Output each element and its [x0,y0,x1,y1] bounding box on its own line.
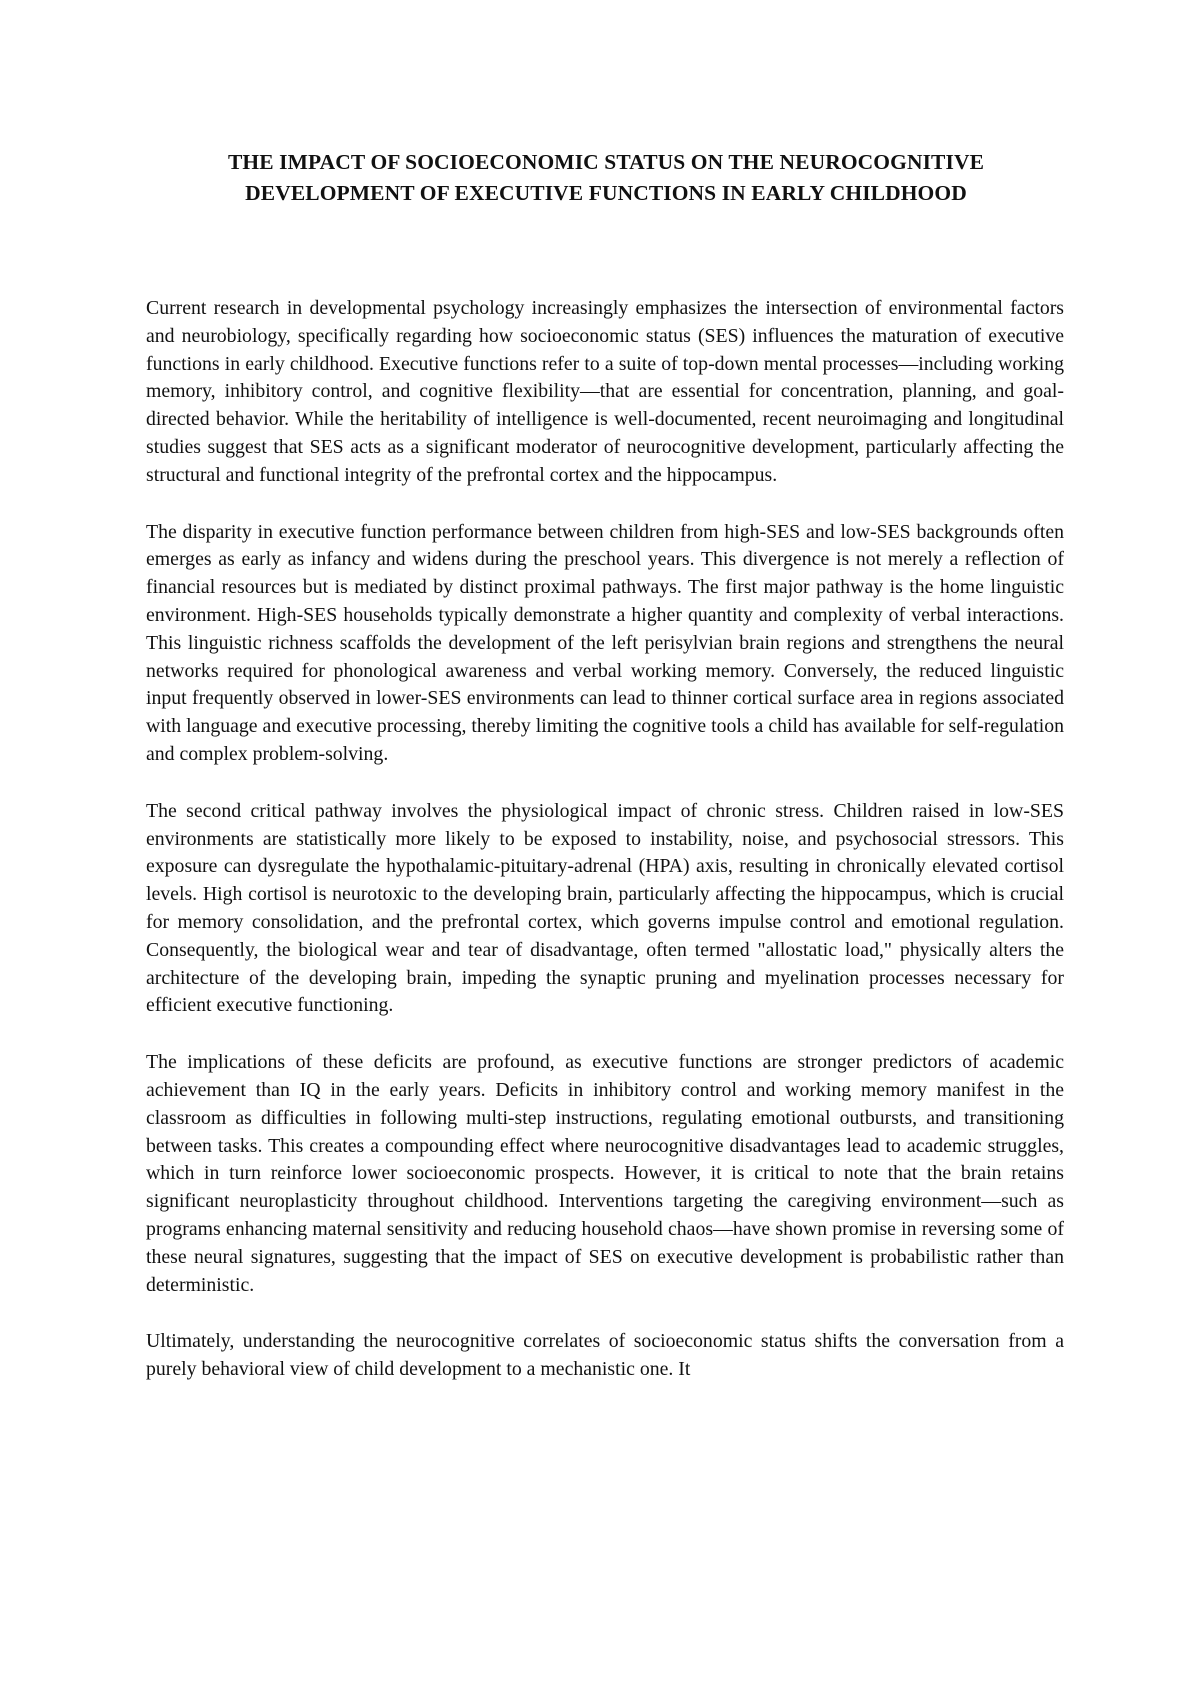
paragraph-2: The disparity in executive function performance between children from high-SES and low-SES backgrounds often emerges as early as infancy and widens during the preschool years. This divergence is not merely a reflection of financial resources but is mediated by distinct proximal pathways. The first major pathway is the home linguistic environment. High-SES households typically demonstrate a higher quantity and complexity of verbal interactions. This linguistic richness scaffolds the development of the left perisylvian brain regions and strengthens the neural networks required for phonological awareness and verbal working memory. Conversely, the reduced linguistic input frequently observed in lower-SES environments can lead to thinner cortical surface area in regions associated with language and executive processing, thereby limiting the cognitive tools a child has available for self-regulation and complex problem-solving. [146,520,1064,765]
paragraph-1: Current research in developmental psychology increasingly emphasizes the intersection of environmental factors and neurobiology, specifically regarding how socioeconomic status (SES) influences the maturation of executive functions in early childhood. Executive functions refer to a suite of top-down mental processes—including working memory, inhibitory control, and cognitive flexibility—that are essential for concentration, planning, and goal-directed behavior. While the heritability of intelligence is well-documented, recent neuroimaging and longitudinal studies suggest that SES acts as a significant moderator of neurocognitive development, particularly affecting the structural and functional integrity of the prefrontal cortex and the hippocampus. [146,297,1064,486]
document-body [146,295,1064,1413]
paragraph-3: The second critical pathway involves the physiological impact of chronic stress. Children raised in low-SES environments are statistically more likely to be exposed to instability, noise, and psychosocial stressors. This exposure can dysregulate the hypothalamic-pituitary-adrenal (HPA) axis, resulting in chronically elevated cortisol levels. High cortisol is neurotoxic to the developing brain, particularly affecting the hippocampus, which is crucial for memory consolidation, and the prefrontal cortex, which governs impulse control and emotional regulation. Consequently, the biological wear and tear of disadvantage, often termed "allostatic load," physically alters the architecture of the developing brain, impeding the synaptic pruning and myelination processes necessary for efficient executive functioning. [146,799,1064,1017]
paragraph-4: The implications of these deficits are profound, as executive functions are stronger predictors of academic achievement than IQ in the early years. Deficits in inhibitory control and working memory manifest in the classroom as difficulties in following multi-step instructions, regulating emotional outbursts, and transitioning between tasks. This creates a compounding effect where neurocognitive disadvantages lead to academic struggles, which in turn reinforce lower socioeconomic prospects. However, it is critical to note that the brain retains significant neuroplasticity throughout childhood. Interventions targeting the caregiving environment—such as programs enhancing maternal sensitivity and reducing household chaos—have shown promise in reversing some of these neural signatures, suggesting that the impact of SES on executive development is probabilistic rather than deterministic. [146,1051,1064,1296]
document-title: THE IMPACT OF SOCIOECONOMIC STATUS ON THE NEUROCOGNITIVE DEVELOPMENT OF EXECUTIVE FUNCTIONS IN EARLY CHILDHOOD [227,150,985,205]
paragraph-5: Ultimately, understanding the neurocognitive correlates of socioeconomic status shifts the conversation from a purely behavioral view of child development to a mechanistic one. It [146,1330,1064,1381]
